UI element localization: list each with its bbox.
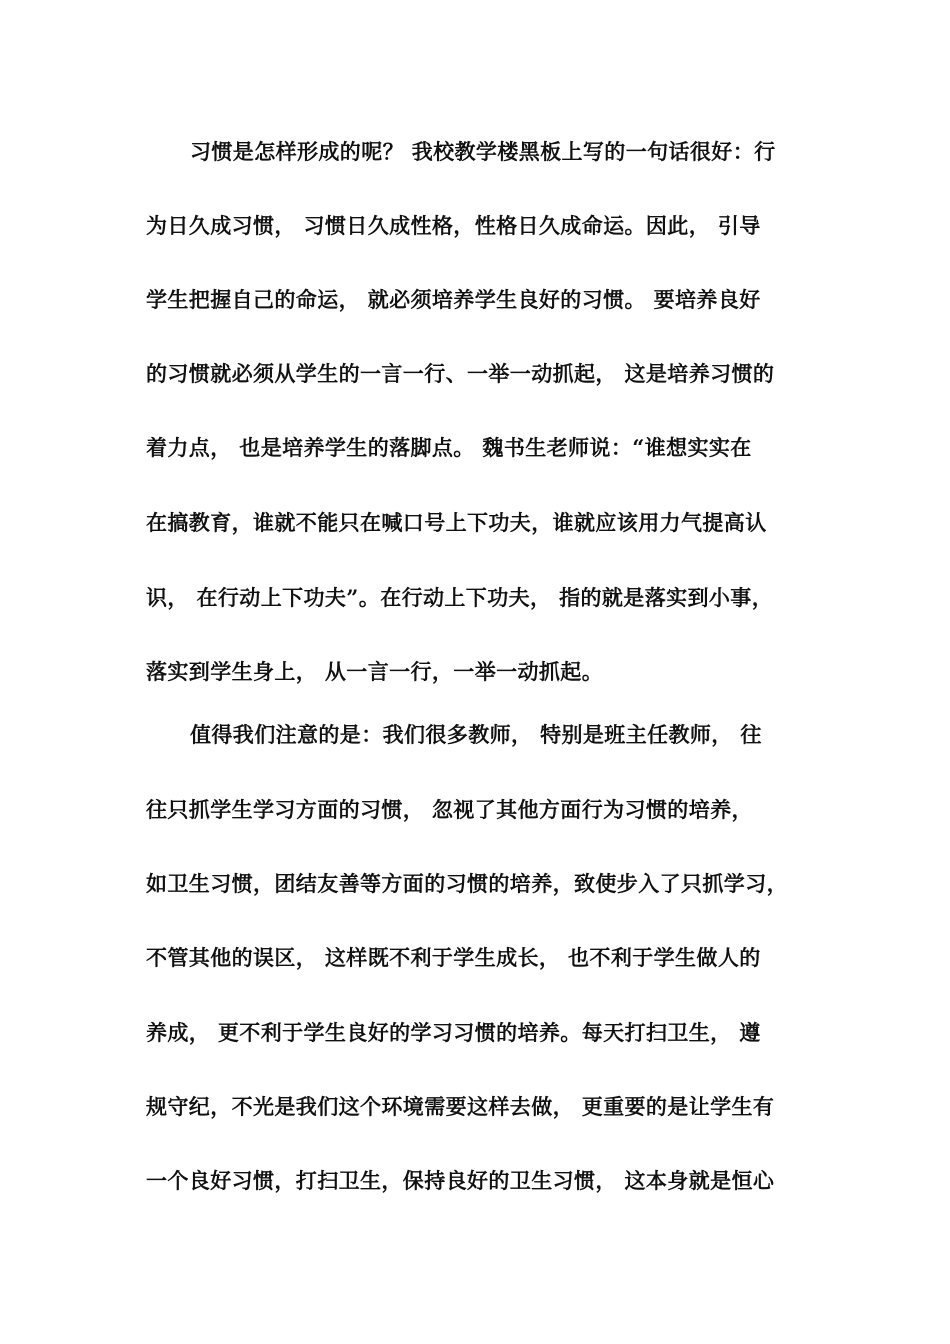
paragraph-2-line-1: 值得我们注意的是：我们很多教师， 特别是班主任教师， 往 [190, 722, 762, 747]
paragraph-2-line-3: 如卫生习惯，团结友善等方面的习惯的培养，致使步入了只抓学习， [146, 871, 788, 896]
paragraph-1-line-3: 学生把握自己的命运， 就必须培养学生良好的习惯。 要培养良好 [146, 287, 761, 312]
paragraph-2-line-6: 规守纪，不光是我们这个环境需要这样去做， 更重要的是让学生有 [146, 1094, 775, 1119]
paragraph-2-line-5: 养成， 更不利于学生良好的学习习惯的培养。每天打扫卫生， 遵 [146, 1020, 761, 1045]
paragraph-2-line-7: 一个良好习惯，打扫卫生，保持良好的卫生习惯， 这本身就是恒心 [146, 1168, 775, 1193]
paragraph-1-line-1: 习惯是怎样形成的呢？ 我校教学楼黑板上写的一句话很好：行 [190, 139, 776, 164]
paragraph-1-line-7: 识， 在行动上下功夫”。在行动上下功夫， 指的就是落实到小事， [146, 585, 774, 610]
paragraph-2-line-4: 不管其他的误区， 这样既不利于学生成长， 也不利于学生做人的 [146, 945, 761, 970]
paragraph-2-line-2: 往只抓学生学习方面的习惯， 忽视了其他方面行为习惯的培养， [146, 797, 753, 822]
paragraph-1-line-8: 落实到学生身上， 从一言一行，一举一动抓起。 [146, 659, 604, 684]
paragraph-1-line-6: 在搞教育，谁就不能只在喊口号上下功夫，谁就应该用力气提高认 [146, 510, 767, 535]
paragraph-1-line-5: 着力点， 也是培养学生的落脚点。 魏书生老师说：“谁想实实在 [146, 435, 752, 460]
paragraph-1-line-2: 为日久成习惯， 习惯日久成性格，性格日久成命运。因此， 引导 [146, 213, 761, 238]
paragraph-1-line-4: 的习惯就必须从学生的一言一行、一举一动抓起， 这是培养习惯的 [146, 361, 775, 386]
